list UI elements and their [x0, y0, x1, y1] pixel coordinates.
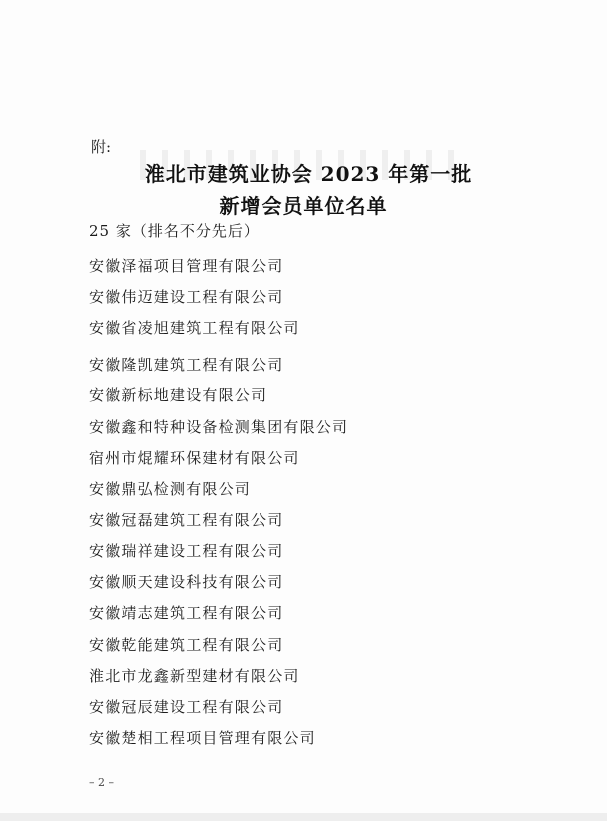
- list-item: 安徽瑞祥建设工程有限公司: [89, 542, 284, 560]
- list-item: 安徽楚相工程项目管理有限公司: [89, 729, 316, 747]
- list-item: 安徽伟迈建设工程有限公司: [89, 288, 284, 306]
- list-item: 安徽鑫和特种设备检测集团有限公司: [89, 418, 349, 436]
- page-bottom-edge: [0, 813, 607, 821]
- page-number: – 2 –: [89, 776, 114, 789]
- list-item: 安徽省凌旭建筑工程有限公司: [89, 319, 300, 337]
- document-title-line2: 新增会员单位名单: [219, 194, 388, 218]
- member-count: 25 家（排名不分先后）: [89, 222, 260, 240]
- list-item: 安徽冠辰建设工程有限公司: [89, 698, 284, 716]
- list-item: 安徽冠磊建筑工程有限公司: [89, 511, 284, 529]
- list-item: 安徽乾能建筑工程有限公司: [89, 636, 284, 654]
- list-item: 安徽新标地建设有限公司: [89, 386, 268, 404]
- document-title-line1: 淮北市建筑业协会 2023 年第一批: [144, 162, 473, 186]
- attachment-label: 附:: [91, 138, 112, 156]
- list-item: 宿州市焜耀环保建材有限公司: [89, 449, 300, 467]
- list-item: 安徽鼎弘检测有限公司: [89, 480, 252, 498]
- list-item: 淮北市龙鑫新型建材有限公司: [89, 667, 300, 685]
- list-item: 安徽隆凯建筑工程有限公司: [89, 356, 284, 374]
- list-item: 安徽靖志建筑工程有限公司: [89, 604, 284, 622]
- list-item: 安徽泽福项目管理有限公司: [89, 257, 284, 275]
- list-item: 安徽顺天建设科技有限公司: [89, 573, 284, 591]
